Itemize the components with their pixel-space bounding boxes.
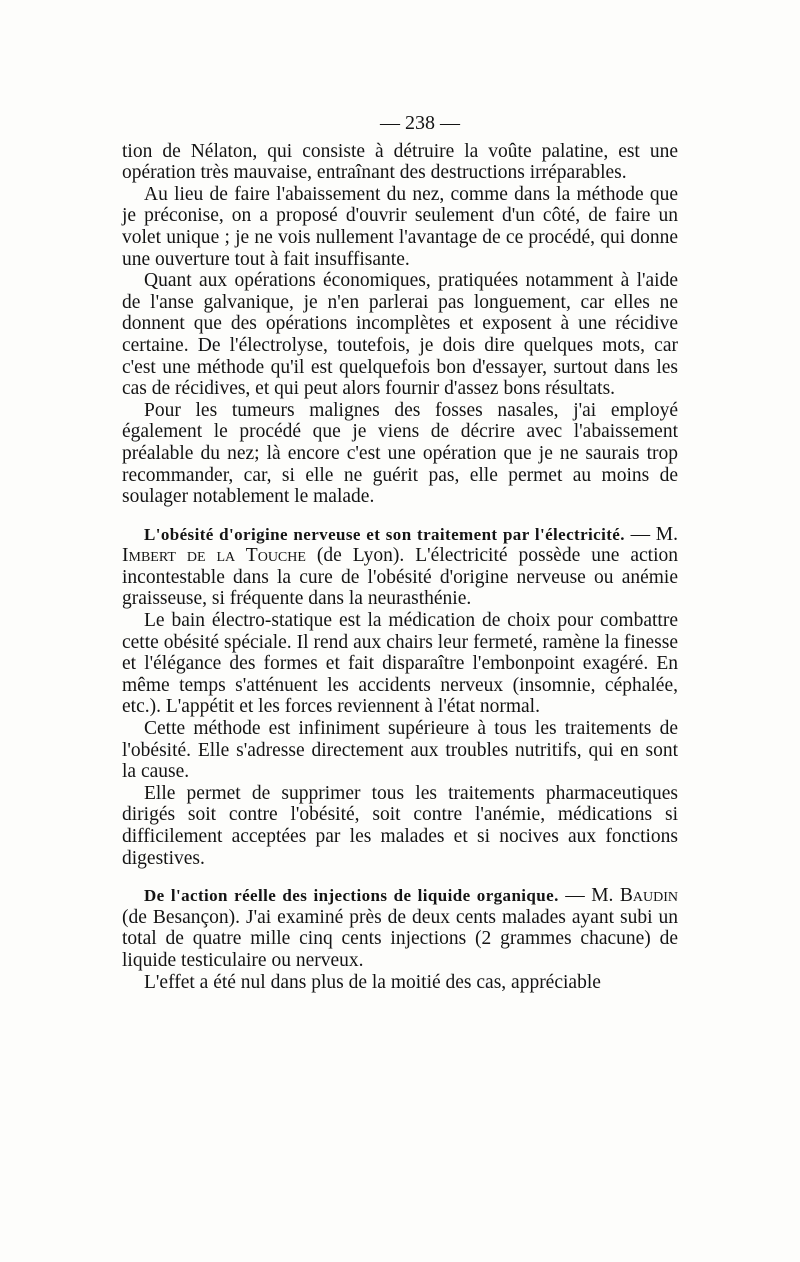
- section-obesity-dash: —: [624, 523, 656, 545]
- paragraph-malignant-tumors: Pour les tumeurs malignes des fosses nasales, j'ai employé également le procédé que je viens de décrire avec l'abaissement préalable du nez; là encore c'est une opération que je ne saurais trop recommander, car, si elle ne guérit pas, elle permet au moins de soulager notablement le malade.: [122, 399, 678, 508]
- paragraph-continuation: tion de Nélaton, qui consiste à détruire la voûte palatine, est une opération très mauvaise, entraînant des destructions irréparables.: [122, 140, 678, 184]
- paragraph-nasal-method: Au lieu de faire l'abaissement du nez, comme dans la méthode que je préconise, on a proposé d'ouvrir seulement d'un côté, de faire un volet unique ; je ne vois nullement l'avantage de ce procédé, qui donne une ouverture tout à fait insuffisante.: [122, 183, 678, 270]
- page-number: — 238 —: [380, 112, 460, 134]
- section-obesity-lead: L'électricité possède une action incontestable dans la cure de l'obésité d'origine nerveuse ou anémie graisseuse, si fréquente dans la neurasthénie.: [122, 545, 678, 610]
- section-obesity-author: M. Imbert de la Touche: [122, 523, 679, 567]
- paragraph-electrostatic-bath: Le bain électro-statique est la médication de choix pour combattre cette obésité spéciale. Il rend aux chairs leur fermeté, ramène la finesse et l'élégance des formes et fait disparaître l'embonpoint exagéré. En même temps s'atténuent les accidents nerveux (insomnie, céphalée, etc.). L'appétit et les forces reviennent à l'état normal.: [122, 610, 678, 718]
- section-organic-liquid-location: (de Besançon).: [122, 906, 247, 928]
- paragraph-suppress-treatments: Elle permet de supprimer tous les traitements pharmaceutiques dirigés soit contre l'obésité, soit contre l'anémie, médications si difficilement acceptées par les malades et si nocives aux fonctions digestives.: [122, 782, 678, 869]
- section-obesity-location: (de Lyon).: [305, 545, 416, 567]
- section-organic-liquid-author: M. Baudin: [591, 885, 679, 907]
- paragraph-effect-null: L'effet a été nul dans plus de la moitié des cas, appréciable: [144, 971, 601, 993]
- section-organic-liquid-dash: —: [558, 885, 592, 907]
- section-obesity-heading: L'obésité d'origine nerveuse et son traitement par l'électricité.: [144, 524, 625, 544]
- section-obesity: [122, 524, 678, 610]
- section-organic-liquid-lead: J'ai examiné près de deux cents malades ayant subi un total de quatre mille cinq cents injections (2 grammes chacune) de liquide testiculaire ou nerveux.: [122, 906, 679, 971]
- paragraph-economic-operations: Quant aux opérations économiques, pratiquées notamment à l'aide de l'anse galvanique, je n'en parlerai pas longuement, car elles ne donnent que des opérations incomplètes et exposent à une récidive certaine. De l'électrolyse, toutefois, je dois dire quelques mots, car c'est une méthode qu'il est quelquefois bon d'essayer, surtout dans les cas de récidives, et qui peut alors fournir d'assez bons résultats.: [122, 270, 678, 400]
- section-organic-liquid: [122, 885, 678, 971]
- page-text-block: [122, 113, 678, 993]
- paragraph-method-superior: Cette méthode est infiniment supérieure à tous les traitements de l'obésité. Elle s'adresse directement aux troubles nutritifs, qui en sont la cause.: [122, 718, 678, 783]
- section-organic-liquid-heading: De l'action réelle des injections de liquide organique.: [144, 886, 559, 906]
